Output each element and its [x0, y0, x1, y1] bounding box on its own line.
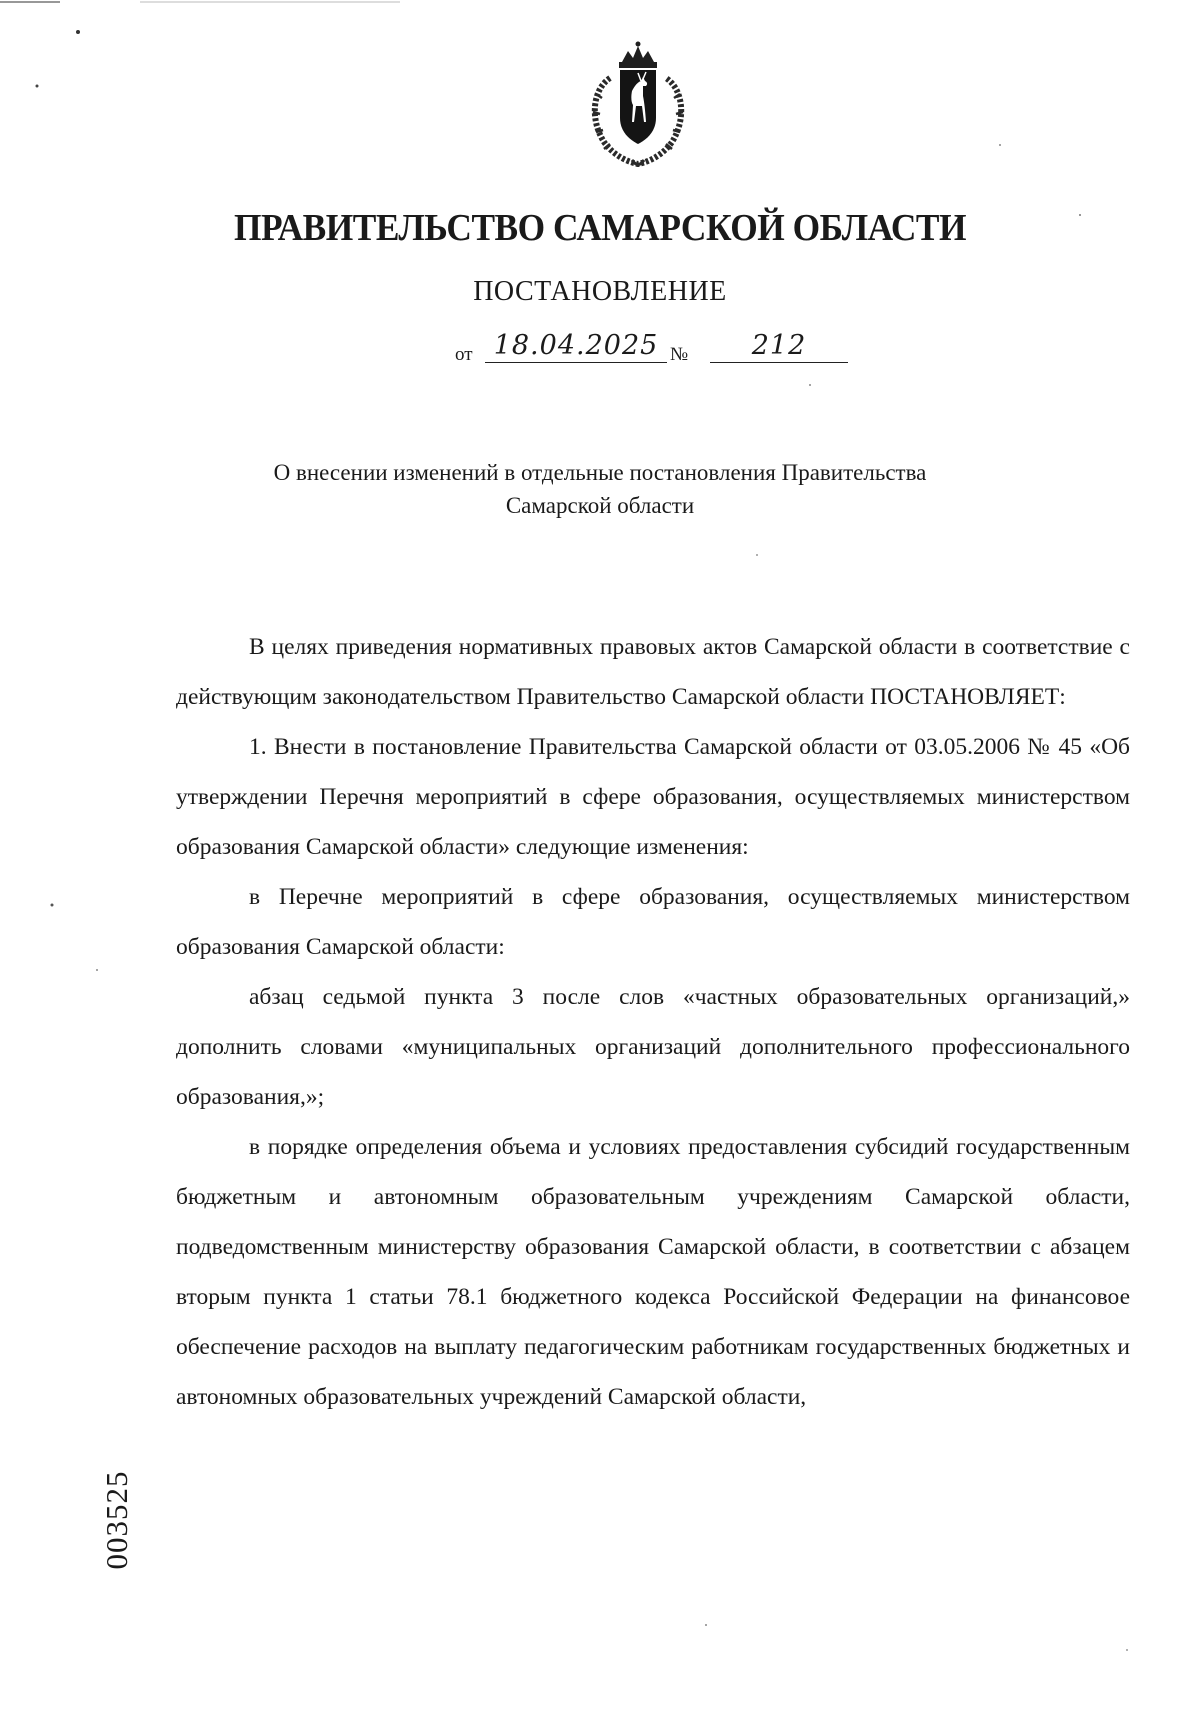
registration-number: 003525 — [99, 1470, 134, 1570]
body-paragraph: В целях приведения нормативных правовых актов Самарской области в соответствие с действующим законодательством Правительство Самарской области ПОСТАНОВЛЯЕТ: — [176, 634, 1130, 710]
date-number-line — [455, 326, 855, 366]
body-paragraph: в порядке определения объема и условиях предоставления субсидий государственным бюджетным и автономным образовательным учреждениям Самарской области, подведомственным министерству образования Самарской области, в соответствии с абзацем вторым пункта 1 статьи 78.1 бюджетного кодекса Российской Федерации на финансовое обеспечение расходов на выплату педагогическим работникам государственных бюджетных и автономных образовательных учреждений Самарской области, — [176, 1134, 1130, 1410]
document-subject — [150, 456, 1050, 522]
subject-line-1: О внесении изменений в отдельные постановления Правительства — [273, 460, 927, 485]
number-prefix: № — [670, 344, 689, 365]
registration-stamp — [92, 1440, 142, 1600]
document-type: ПОСТАНОВЛЕНИЕ — [473, 276, 727, 307]
samara-coat-of-arms-icon — [588, 38, 688, 168]
body-paragraph: 1. Внести в постановление Правительства Самарской области от 03.05.2006 № 45 «Об утверждении Перечня мероприятий в сфере образования, осуществляемых министерством образования Самарской области» следующие изменения: — [176, 734, 1130, 860]
body-paragraph: в Перечне мероприятий в сфере образования, осуществляемых министерством образования Самарской области: — [176, 884, 1130, 960]
date-prefix: от — [455, 344, 473, 365]
handwritten-date: 18.04.2025 — [485, 330, 667, 363]
body-paragraph: абзац седьмой пункта 3 после слов «частных образовательных организаций,» дополнить словами «муниципальных организаций дополнительного профессионального образования,»; — [176, 984, 1130, 1110]
document-body — [176, 622, 1130, 1422]
handwritten-number: 212 — [710, 330, 848, 363]
organization-title: ПРАВИТЕЛЬСТВО САМАРСКОЙ ОБЛАСТИ — [233, 207, 967, 249]
subject-line-2: Самарской области — [505, 493, 695, 518]
